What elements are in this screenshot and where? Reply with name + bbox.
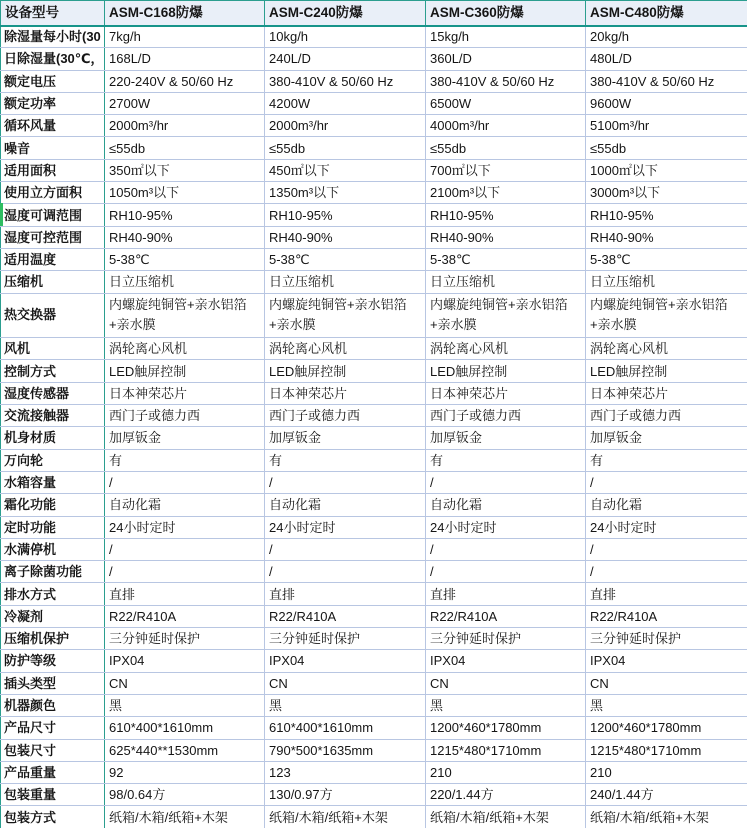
- table-cell[interactable]: 直排: [105, 583, 265, 605]
- table-cell[interactable]: 6500W: [426, 92, 586, 114]
- table-cell[interactable]: 直排: [265, 583, 426, 605]
- table-row: [1, 115, 747, 137]
- row-label[interactable]: 额定电压: [1, 70, 105, 92]
- row-label[interactable]: 湿度传感器: [1, 382, 105, 404]
- table-cell[interactable]: 黑: [265, 694, 426, 716]
- table-cell[interactable]: 纸箱/木箱/纸箱+木架: [265, 806, 426, 828]
- table-row: [1, 806, 747, 828]
- table-cell[interactable]: 1050m³以下: [105, 182, 265, 204]
- table-row: [1, 182, 747, 204]
- row-label[interactable]: 包装尺寸: [1, 739, 105, 761]
- table-cell[interactable]: 有: [426, 449, 586, 471]
- table-row: [1, 338, 747, 360]
- table-cell[interactable]: CN: [265, 672, 426, 694]
- table-cell[interactable]: 700㎡以下: [426, 159, 586, 181]
- table-row: [1, 471, 747, 493]
- table-cell[interactable]: RH10-95%: [426, 204, 586, 226]
- table-cell[interactable]: 日立压缩机: [265, 271, 426, 293]
- table-row: [1, 248, 747, 270]
- table-cell[interactable]: /: [586, 538, 747, 560]
- table-cell[interactable]: 360L/D: [426, 48, 586, 70]
- table-row: [1, 204, 747, 226]
- table-cell[interactable]: 日本神荣芯片: [265, 382, 426, 404]
- table-cell[interactable]: R22/R410A: [265, 605, 426, 627]
- table-cell[interactable]: /: [265, 471, 426, 493]
- row-label[interactable]: 排水方式: [1, 583, 105, 605]
- table-cell[interactable]: /: [105, 471, 265, 493]
- table-cell[interactable]: 1215*480*1710mm: [586, 739, 747, 761]
- row-label[interactable]: 冷凝剂: [1, 605, 105, 627]
- row-label[interactable]: 产品尺寸: [1, 717, 105, 739]
- table-cell[interactable]: IPX04: [426, 650, 586, 672]
- header-row: [1, 1, 747, 26]
- table-cell[interactable]: /: [426, 538, 586, 560]
- table-cell[interactable]: 日立压缩机: [105, 271, 265, 293]
- table-cell[interactable]: 纸箱/木箱/纸箱+木架: [105, 806, 265, 828]
- table-cell[interactable]: 610*400*1610mm: [105, 717, 265, 739]
- table-cell[interactable]: 15kg/h: [426, 26, 586, 48]
- row-label[interactable]: 额定功率: [1, 92, 105, 114]
- table-row: [1, 293, 747, 338]
- table-cell[interactable]: 1350m³以下: [265, 182, 426, 204]
- table-cell[interactable]: 3000m³以下: [586, 182, 747, 204]
- table-row: [1, 360, 747, 382]
- table-cell[interactable]: 日本神荣芯片: [586, 382, 747, 404]
- table-cell[interactable]: 240/1.44方: [586, 784, 747, 806]
- table-cell[interactable]: 4200W: [265, 92, 426, 114]
- table-cell[interactable]: 有: [586, 449, 747, 471]
- table-row: [1, 694, 747, 716]
- table-cell[interactable]: LED触屏控制: [426, 360, 586, 382]
- table-cell[interactable]: 三分钟延时保护: [426, 628, 586, 650]
- table-cell[interactable]: 210: [426, 761, 586, 783]
- row-label[interactable]: 湿度可控范围: [1, 226, 105, 248]
- table-row: [1, 92, 747, 114]
- row-label[interactable]: 使用立方面积: [1, 182, 105, 204]
- table-cell[interactable]: LED触屏控制: [105, 360, 265, 382]
- row-label[interactable]: 压缩机: [1, 271, 105, 293]
- table-row: [1, 405, 747, 427]
- row-label[interactable]: 产品重量: [1, 761, 105, 783]
- table-cell[interactable]: LED触屏控制: [265, 360, 426, 382]
- table-cell[interactable]: 涡轮离心风机: [265, 338, 426, 360]
- table-cell[interactable]: 220-240V & 50/60 Hz: [105, 70, 265, 92]
- table-cell[interactable]: 加厚钣金: [265, 427, 426, 449]
- table-cell[interactable]: 1215*480*1710mm: [426, 739, 586, 761]
- table-cell[interactable]: 加厚钣金: [426, 427, 586, 449]
- table-cell[interactable]: 涡轮离心风机: [426, 338, 586, 360]
- table-row: [1, 538, 747, 560]
- table-cell[interactable]: 380-410V & 50/60 Hz: [426, 70, 586, 92]
- table-cell[interactable]: ≤55db: [586, 137, 747, 159]
- table-row: [1, 70, 747, 92]
- table-row: [1, 628, 747, 650]
- table-cell[interactable]: 西门子或德力西: [586, 405, 747, 427]
- table-cell[interactable]: LED触屏控制: [586, 360, 747, 382]
- table-cell[interactable]: 24小时定时: [586, 516, 747, 538]
- header-cell-model[interactable]: ASM-C360防爆: [426, 1, 586, 26]
- table-cell[interactable]: /: [105, 538, 265, 560]
- table-cell[interactable]: /: [265, 561, 426, 583]
- table-cell[interactable]: RH40-90%: [426, 226, 586, 248]
- table-row: [1, 226, 747, 248]
- row-label[interactable]: 循环风量: [1, 115, 105, 137]
- table-cell[interactable]: /: [426, 471, 586, 493]
- row-highlight-marker: [0, 203, 3, 226]
- header-cell-model[interactable]: ASM-C168防爆: [105, 1, 265, 26]
- table-row: [1, 605, 747, 627]
- table-cell[interactable]: RH10-95%: [105, 204, 265, 226]
- table-cell[interactable]: 2000m³/hr: [265, 115, 426, 137]
- table-cell[interactable]: 5100m³/hr: [586, 115, 747, 137]
- row-label[interactable]: 日除湿量(30℃，: [1, 48, 105, 70]
- table-cell[interactable]: 直排: [426, 583, 586, 605]
- table-cell[interactable]: 西门子或德力西: [426, 405, 586, 427]
- table-cell[interactable]: 有: [265, 449, 426, 471]
- table-cell[interactable]: 168L/D: [105, 48, 265, 70]
- row-label[interactable]: 水满停机: [1, 538, 105, 560]
- row-label[interactable]: 控制方式: [1, 360, 105, 382]
- row-label[interactable]: 万向轮: [1, 449, 105, 471]
- row-label[interactable]: 湿度可调范围: [1, 204, 105, 226]
- table-cell[interactable]: 涡轮离心风机: [586, 338, 747, 360]
- table-cell[interactable]: 2000m³/hr: [105, 115, 265, 137]
- table-cell[interactable]: RH40-90%: [105, 226, 265, 248]
- table-cell[interactable]: 210: [586, 761, 747, 783]
- table-cell[interactable]: 日立压缩机: [426, 271, 586, 293]
- table-cell[interactable]: 130/0.97方: [265, 784, 426, 806]
- table-cell[interactable]: CN: [586, 672, 747, 694]
- table-cell[interactable]: CN: [426, 672, 586, 694]
- table-cell[interactable]: 直排: [586, 583, 747, 605]
- table-cell[interactable]: 9600W: [586, 92, 747, 114]
- table-row: [1, 561, 747, 583]
- table-cell[interactable]: 24小时定时: [105, 516, 265, 538]
- table-row: [1, 739, 747, 761]
- table-cell[interactable]: 480L/D: [586, 48, 747, 70]
- table-cell[interactable]: 内螺旋纯铜管+亲水铝箔+亲水膜: [265, 293, 426, 338]
- table-cell[interactable]: 黑: [105, 694, 265, 716]
- table-cell[interactable]: 纸箱/木箱/纸箱+木架: [586, 806, 747, 828]
- table-row: [1, 672, 747, 694]
- table-row: [1, 761, 747, 783]
- table-row: [1, 26, 747, 48]
- table-cell[interactable]: R22/R410A: [105, 605, 265, 627]
- header-cell-corner[interactable]: 设备型号: [1, 1, 105, 26]
- row-label[interactable]: 包装重量: [1, 784, 105, 806]
- table-row: [1, 494, 747, 516]
- table-cell[interactable]: RH10-95%: [586, 204, 747, 226]
- table-cell[interactable]: ≤55db: [426, 137, 586, 159]
- spec-table-body: [1, 26, 747, 828]
- table-cell[interactable]: 加厚钣金: [586, 427, 747, 449]
- table-cell[interactable]: 内螺旋纯铜管+亲水铝箔+亲水膜: [586, 293, 747, 338]
- table-cell[interactable]: /: [265, 538, 426, 560]
- table-row: [1, 784, 747, 806]
- table-cell[interactable]: 790*500*1635mm: [265, 739, 426, 761]
- table-row: [1, 650, 747, 672]
- row-label[interactable]: 交流接触器: [1, 405, 105, 427]
- table-row: [1, 271, 747, 293]
- table-cell[interactable]: 三分钟延时保护: [105, 628, 265, 650]
- table-row: [1, 137, 747, 159]
- table-cell[interactable]: 625*440**1530mm: [105, 739, 265, 761]
- table-cell[interactable]: IPX04: [265, 650, 426, 672]
- table-cell[interactable]: /: [586, 471, 747, 493]
- table-cell[interactable]: 黑: [586, 694, 747, 716]
- row-label[interactable]: 适用温度: [1, 248, 105, 270]
- table-cell[interactable]: 内螺旋纯铜管+亲水铝箔+亲水膜: [105, 293, 265, 338]
- table-cell[interactable]: 4000m³/hr: [426, 115, 586, 137]
- table-cell[interactable]: 24小时定时: [265, 516, 426, 538]
- row-label[interactable]: 机身材质: [1, 427, 105, 449]
- table-row: [1, 427, 747, 449]
- table-cell[interactable]: 7kg/h: [105, 26, 265, 48]
- table-cell[interactable]: 日立压缩机: [586, 271, 747, 293]
- table-cell[interactable]: 黑: [426, 694, 586, 716]
- table-cell[interactable]: 纸箱/木箱/纸箱+木架: [426, 806, 586, 828]
- table-cell[interactable]: 三分钟延时保护: [586, 628, 747, 650]
- table-cell[interactable]: 10kg/h: [265, 26, 426, 48]
- table-cell[interactable]: 2100m³以下: [426, 182, 586, 204]
- row-label[interactable]: 水箱容量: [1, 471, 105, 493]
- table-row: [1, 159, 747, 181]
- table-cell[interactable]: RH40-90%: [265, 226, 426, 248]
- table-cell[interactable]: 220/1.44方: [426, 784, 586, 806]
- table-row: [1, 382, 747, 404]
- table-cell[interactable]: 380-410V & 50/60 Hz: [265, 70, 426, 92]
- table-cell[interactable]: 380-410V & 50/60 Hz: [586, 70, 747, 92]
- row-label[interactable]: 包装方式: [1, 806, 105, 828]
- table-cell[interactable]: 240L/D: [265, 48, 426, 70]
- table-cell[interactable]: 三分钟延时保护: [265, 628, 426, 650]
- table-cell[interactable]: 西门子或德力西: [105, 405, 265, 427]
- table-cell[interactable]: 自动化霜: [586, 494, 747, 516]
- table-cell[interactable]: 西门子或德力西: [265, 405, 426, 427]
- row-label[interactable]: 插头类型: [1, 672, 105, 694]
- table-cell[interactable]: 1200*460*1780mm: [426, 717, 586, 739]
- row-label[interactable]: 防护等级: [1, 650, 105, 672]
- table-cell[interactable]: 98/0.64方: [105, 784, 265, 806]
- table-cell[interactable]: RH10-95%: [265, 204, 426, 226]
- table-row: [1, 583, 747, 605]
- table-cell[interactable]: RH40-90%: [586, 226, 747, 248]
- table-cell[interactable]: 日本神荣芯片: [426, 382, 586, 404]
- row-label[interactable]: 压缩机保护: [1, 628, 105, 650]
- row-label[interactable]: 机器颜色: [1, 694, 105, 716]
- table-cell[interactable]: 1200*460*1780mm: [586, 717, 747, 739]
- header-cell-model[interactable]: ASM-C480防爆: [586, 1, 747, 26]
- row-label[interactable]: 热交换器: [1, 293, 105, 338]
- table-cell[interactable]: 内螺旋纯铜管+亲水铝箔+亲水膜: [426, 293, 586, 338]
- table-cell[interactable]: 5-38℃: [265, 248, 426, 270]
- row-label[interactable]: 风机: [1, 338, 105, 360]
- table-cell[interactable]: ≤55db: [265, 137, 426, 159]
- table-cell[interactable]: /: [426, 561, 586, 583]
- table-cell[interactable]: R22/R410A: [586, 605, 747, 627]
- table-cell[interactable]: 450㎡以下: [265, 159, 426, 181]
- table-cell[interactable]: 5-38℃: [586, 248, 747, 270]
- table-cell[interactable]: 自动化霜: [105, 494, 265, 516]
- table-row: [1, 717, 747, 739]
- table-cell[interactable]: 涡轮离心风机: [105, 338, 265, 360]
- table-cell[interactable]: 2700W: [105, 92, 265, 114]
- table-cell[interactable]: 20kg/h: [586, 26, 747, 48]
- row-label[interactable]: 霜化功能: [1, 494, 105, 516]
- row-label[interactable]: 适用面积: [1, 159, 105, 181]
- table-cell[interactable]: 24小时定时: [426, 516, 586, 538]
- table-cell[interactable]: 610*400*1610mm: [265, 717, 426, 739]
- table-cell[interactable]: /: [105, 561, 265, 583]
- table-cell[interactable]: 5-38℃: [426, 248, 586, 270]
- table-cell[interactable]: 123: [265, 761, 426, 783]
- table-cell[interactable]: 日本神荣芯片: [105, 382, 265, 404]
- table-cell[interactable]: IPX04: [105, 650, 265, 672]
- table-cell[interactable]: 有: [105, 449, 265, 471]
- table-cell[interactable]: 1000㎡以下: [586, 159, 747, 181]
- table-row: [1, 449, 747, 471]
- table-cell[interactable]: 加厚钣金: [105, 427, 265, 449]
- header-cell-model[interactable]: ASM-C240防爆: [265, 1, 426, 26]
- row-label[interactable]: 除湿量每小时(30: [1, 26, 105, 48]
- table-cell[interactable]: 92: [105, 761, 265, 783]
- table-cell[interactable]: 5-38℃: [105, 248, 265, 270]
- table-cell[interactable]: 自动化霜: [426, 494, 586, 516]
- row-label[interactable]: 噪音: [1, 137, 105, 159]
- table-cell[interactable]: R22/R410A: [426, 605, 586, 627]
- row-label[interactable]: 离子除菌功能: [1, 561, 105, 583]
- table-cell[interactable]: 350㎡以下: [105, 159, 265, 181]
- row-label[interactable]: 定时功能: [1, 516, 105, 538]
- table-cell[interactable]: CN: [105, 672, 265, 694]
- table-cell[interactable]: 自动化霜: [265, 494, 426, 516]
- table-cell[interactable]: /: [586, 561, 747, 583]
- table-row: [1, 516, 747, 538]
- table-cell[interactable]: IPX04: [586, 650, 747, 672]
- table-row: [1, 48, 747, 70]
- table-cell[interactable]: ≤55db: [105, 137, 265, 159]
